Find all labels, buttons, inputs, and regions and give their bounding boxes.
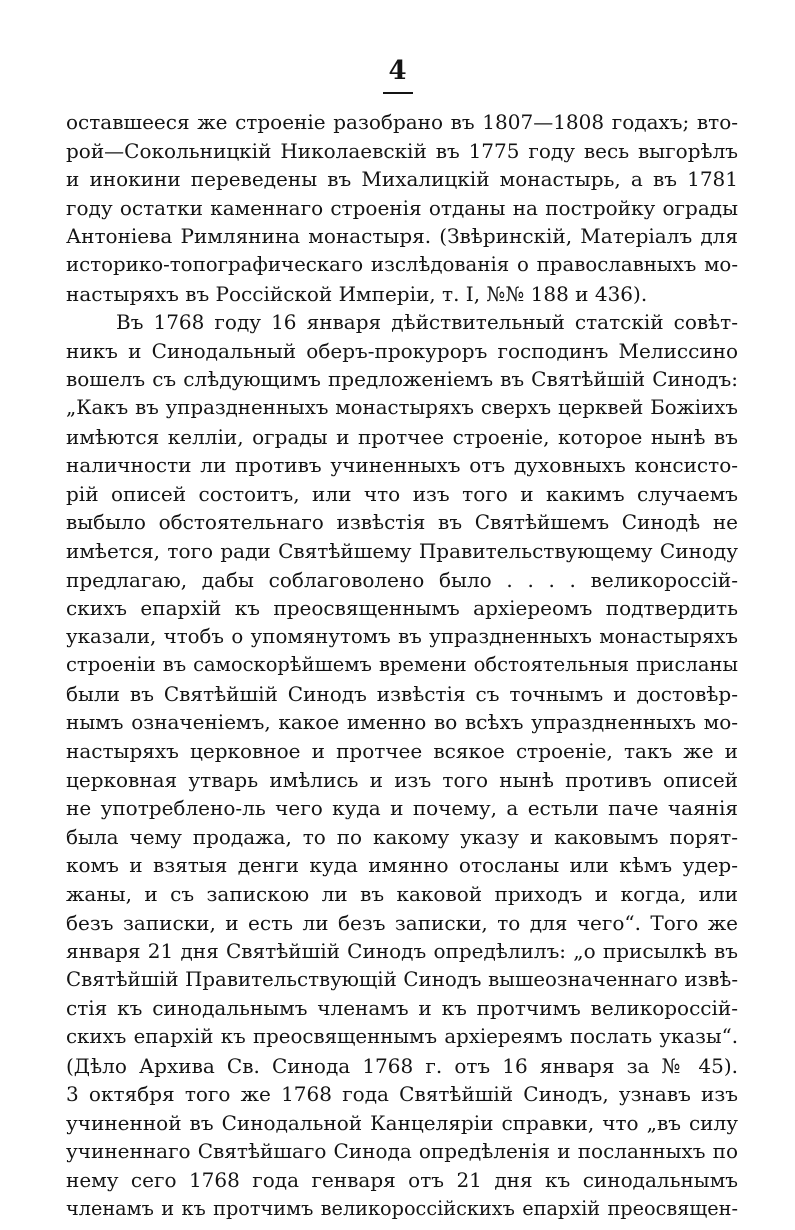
text-line: (Дѣло Архива Св. Синода 1768 г. отъ 16 января за № 45). — [66, 1053, 738, 1078]
text-line: безъ записки, и есть ли безъ записки, то для чего“. Того же — [66, 910, 738, 935]
text-line: рій описей состоитъ, или что изъ того и какимъ случаемъ — [66, 481, 738, 506]
text-line: наличности ли противъ учиненныхъ отъ духовныхъ консисто- — [66, 453, 738, 478]
text-line: указали, чтобъ о упомянутомъ въ упраздненныхъ монастыряхъ — [66, 624, 738, 648]
text-line: настыряхъ церковное и протчее всякое строеніе, такъ же и — [66, 739, 738, 764]
text-line: нымъ означеніемъ, какое именно во всѣхъ упраздненныхъ мо- — [66, 710, 738, 735]
text-line: Антоніева Римлянина монастыря. (Звѣринскій, Матеріалъ для — [66, 224, 738, 249]
text-line: была чему продажа, то по какому указу и каковымъ порят- — [66, 824, 738, 849]
paragraph-end-line: настыряхъ въ Россійской Имперіи, т. I, №№ 188 и 436). — [66, 281, 648, 306]
page-number: 4 — [388, 56, 407, 86]
text-line: предлагаю, дабы соблаговолено было . . . . великороссій- — [66, 567, 738, 592]
text-line: имѣется, того ради Святѣйшему Правительствующему Синоду — [66, 538, 738, 563]
text-line: членамъ и къ протчимъ великороссійскихъ епархій преосвящен- — [66, 1196, 738, 1220]
text-line: стія къ синодальнымъ членамъ и къ протчимъ великороссій- — [66, 996, 738, 1021]
text-line: выбыло обстоятельнаго извѣстія въ Святѣйшемъ Синодѣ не — [66, 510, 738, 535]
text-line: жаны, и съ запискою ли въ каковой приходъ и когда, или — [66, 882, 738, 907]
text-line: вошелъ съ слѣдующимъ предложеніемъ въ Святѣйшій Синодъ: — [66, 367, 738, 392]
page-number-underline — [383, 92, 413, 94]
text-line: 3 октября того же 1768 года Святѣйшій Синодъ, узнавъ изъ — [66, 1082, 738, 1107]
text-line: января 21 дня Святѣйшій Синодъ опредѣлилъ: „о присылкѣ въ — [66, 939, 738, 964]
body-text — [66, 108, 738, 1223]
text-line: „Какъ въ упраздненныхъ монастыряхъ сверхъ церквей Божіихъ — [66, 395, 738, 419]
text-line: рой—Сокольницкій Николаевскій въ 1775 году весь выгорѣлъ — [66, 138, 738, 163]
text-line: скихъ епархій къ преосвященнымъ архіереомъ подтвердить — [66, 596, 738, 621]
text-line: никъ и Синодальный оберъ-прокуроръ господинъ Мелиссино — [66, 338, 738, 363]
text-line: году остатки каменнаго строенія отданы на постройку ограды — [66, 195, 738, 220]
text-line: скихъ епархій къ преосвященнымъ архіереямъ послать указы“. — [66, 1025, 738, 1048]
text-line: нему сего 1768 года генваря отъ 21 дня къ синодальнымъ — [66, 1167, 738, 1192]
text-line: оставшееся же строеніе разобрано въ 1807—1808 годахъ; вто- — [66, 110, 738, 134]
paragraph-first-line: Въ 1768 году 16 января дѣйствительный статскій совѣт- — [116, 310, 738, 335]
text-line: церковная утварь имѣлись и изъ того нынѣ противъ описей — [66, 767, 738, 792]
text-line: были въ Святѣйшій Синодъ извѣстія съ точнымъ и достовѣр- — [66, 681, 738, 706]
text-line: и инокини переведены въ Михалицкій монастырь, а въ 1781 — [66, 167, 738, 192]
text-line: не употреблено-ль чего куда и почему, а естьли паче чаянія — [66, 796, 738, 821]
text-line: историко-топографическаго изслѣдованія о православныхъ мо- — [66, 252, 738, 276]
text-line: комъ и взятыя денги куда имянно отосланы или кѣмъ удер- — [66, 853, 738, 878]
text-line: имѣются келліи, ограды и протчее строеніе, которое нынѣ въ — [66, 424, 738, 449]
text-line: учиненной въ Синодальной Канцеляріи справки, что „въ силу — [66, 1110, 738, 1135]
text-line: строеніи въ самоскорѣйшемъ времени обстоятельныя присланы — [66, 653, 738, 677]
text-line: Святѣйшій Правительствующій Синодъ вышеозначеннаго извѣ- — [66, 967, 738, 991]
text-line: учиненнаго Святѣйшаго Синода опредѣленія и посланныхъ по — [66, 1139, 738, 1164]
